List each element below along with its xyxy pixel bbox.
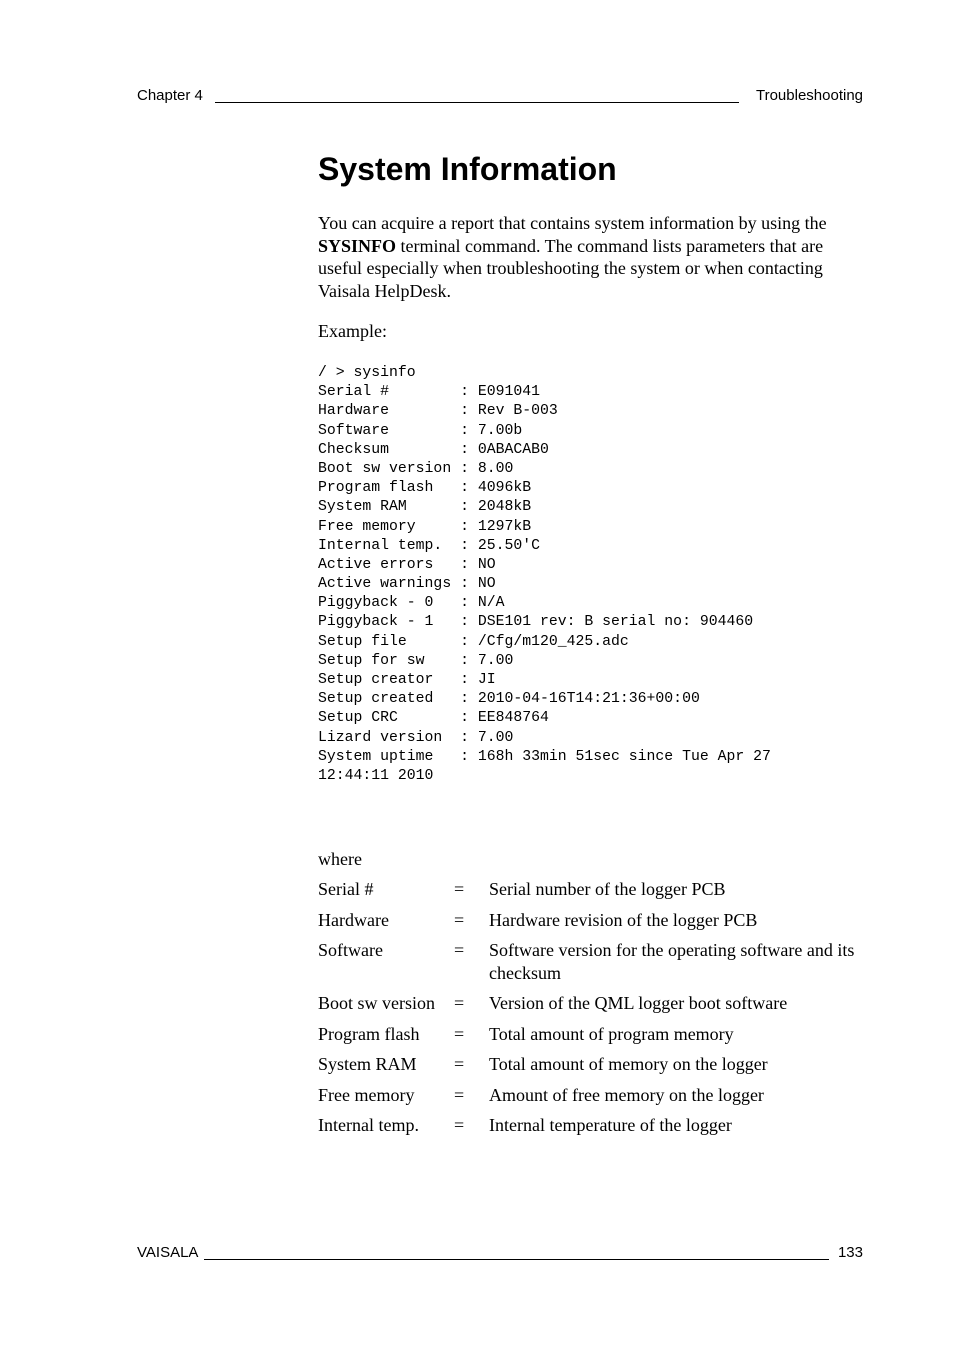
- code-line: Piggyback - 0 : N/A: [318, 595, 505, 612]
- code-line: Lizard version : 7.00: [318, 729, 514, 746]
- definition-term: Software: [318, 940, 383, 960]
- code-line: Serial # : E091041: [318, 384, 540, 401]
- definitions-list: [318, 878, 863, 1145]
- definition-term: Boot sw version: [318, 993, 435, 1013]
- definition-equals: =: [454, 940, 465, 960]
- definition-row: [318, 1114, 863, 1137]
- code-line: 12:44:11 2010: [318, 767, 434, 784]
- code-line: Internal temp. : 25.50'C: [318, 537, 540, 554]
- definition-description: Amount of free memory on the logger: [489, 1084, 764, 1105]
- definition-row: [318, 878, 863, 901]
- header-rule: [215, 102, 739, 103]
- intro-text-after: terminal command. The command lists parameters that are useful especially when troubleshooting the system or when contacting Vaisala HelpDesk.: [318, 235, 824, 301]
- code-line: Piggyback - 1 : DSE101 rev: B serial no: 904460: [318, 614, 754, 631]
- code-line: Setup creator : JI: [318, 672, 496, 688]
- definition-term: Serial #: [318, 879, 374, 899]
- code-line: System uptime : 168h 33min 51sec since Tue Apr 27: [318, 748, 771, 765]
- footer-brand: VAISALA: [137, 1244, 199, 1261]
- definition-equals: =: [454, 993, 465, 1013]
- footer-rule: [204, 1259, 829, 1260]
- definition-description: Hardware revision of the logger PCB: [489, 909, 758, 930]
- code-line: Setup CRC : EE848764: [318, 710, 549, 727]
- page-title: System Information: [318, 151, 617, 187]
- page-header: [137, 86, 863, 106]
- example-label: Example:: [318, 321, 387, 341]
- definition-term: Hardware: [318, 909, 389, 930]
- intro-text-before: You can acquire a report that contains system information by using the: [318, 213, 827, 233]
- definition-row: [318, 992, 863, 1015]
- section-label: Troubleshooting: [755, 87, 863, 104]
- code-line: / > sysinfo: [318, 365, 416, 381]
- code-line: System RAM : 2048kB: [318, 499, 532, 516]
- definition-equals: =: [454, 1054, 465, 1074]
- code-line: Program flash : 4096kB: [318, 480, 532, 497]
- where-label: where: [318, 849, 362, 869]
- definition-equals: =: [454, 909, 465, 930]
- definition-description: Version of the QML logger boot software: [489, 993, 788, 1013]
- intro-paragraph: [318, 212, 863, 302]
- definition-term: Free memory: [318, 1084, 415, 1105]
- code-line: Checksum : 0ABACAB0: [318, 441, 549, 458]
- definition-row: [318, 1023, 863, 1046]
- page-number: 133: [837, 1244, 863, 1261]
- definition-term: System RAM: [318, 1054, 417, 1074]
- code-block: [318, 364, 771, 786]
- definition-row: [318, 1084, 863, 1107]
- sysinfo-command: SYSINFO: [318, 235, 397, 256]
- code-line: Active errors : NO: [318, 556, 496, 573]
- definition-term: Program flash: [318, 1023, 420, 1044]
- definition-equals: =: [454, 1023, 465, 1044]
- definition-description: Software version for the operating software and its checksum: [489, 940, 855, 983]
- code-line: Free memory : 1297kB: [318, 518, 532, 535]
- code-line: Software : 7.00b: [318, 422, 523, 439]
- code-line: Setup created : 2010-04-16T14:21:36+00:00: [318, 691, 700, 708]
- definition-row: [318, 1053, 863, 1076]
- definition-equals: =: [454, 879, 465, 899]
- definition-term: Internal temp.: [318, 1115, 419, 1135]
- definition-equals: =: [454, 1115, 465, 1135]
- page-footer: [137, 1243, 863, 1263]
- definition-row: [318, 939, 863, 984]
- definition-equals: =: [454, 1084, 465, 1105]
- code-line: Boot sw version : 8.00: [318, 460, 514, 477]
- definition-row: [318, 909, 863, 932]
- definition-description: Total amount of memory on the logger: [489, 1054, 768, 1074]
- code-line: Hardware : Rev B-003: [318, 403, 558, 420]
- definition-description: Serial number of the logger PCB: [489, 879, 726, 899]
- definition-description: Total amount of program memory: [489, 1023, 734, 1044]
- code-line: Setup for sw : 7.00: [318, 652, 514, 669]
- code-line: Active warnings : NO: [318, 576, 496, 593]
- code-line: Setup file : /Cfg/m120_425.adc: [318, 633, 629, 650]
- chapter-label: Chapter 4: [137, 87, 203, 104]
- definition-description: Internal temperature of the logger: [489, 1115, 732, 1135]
